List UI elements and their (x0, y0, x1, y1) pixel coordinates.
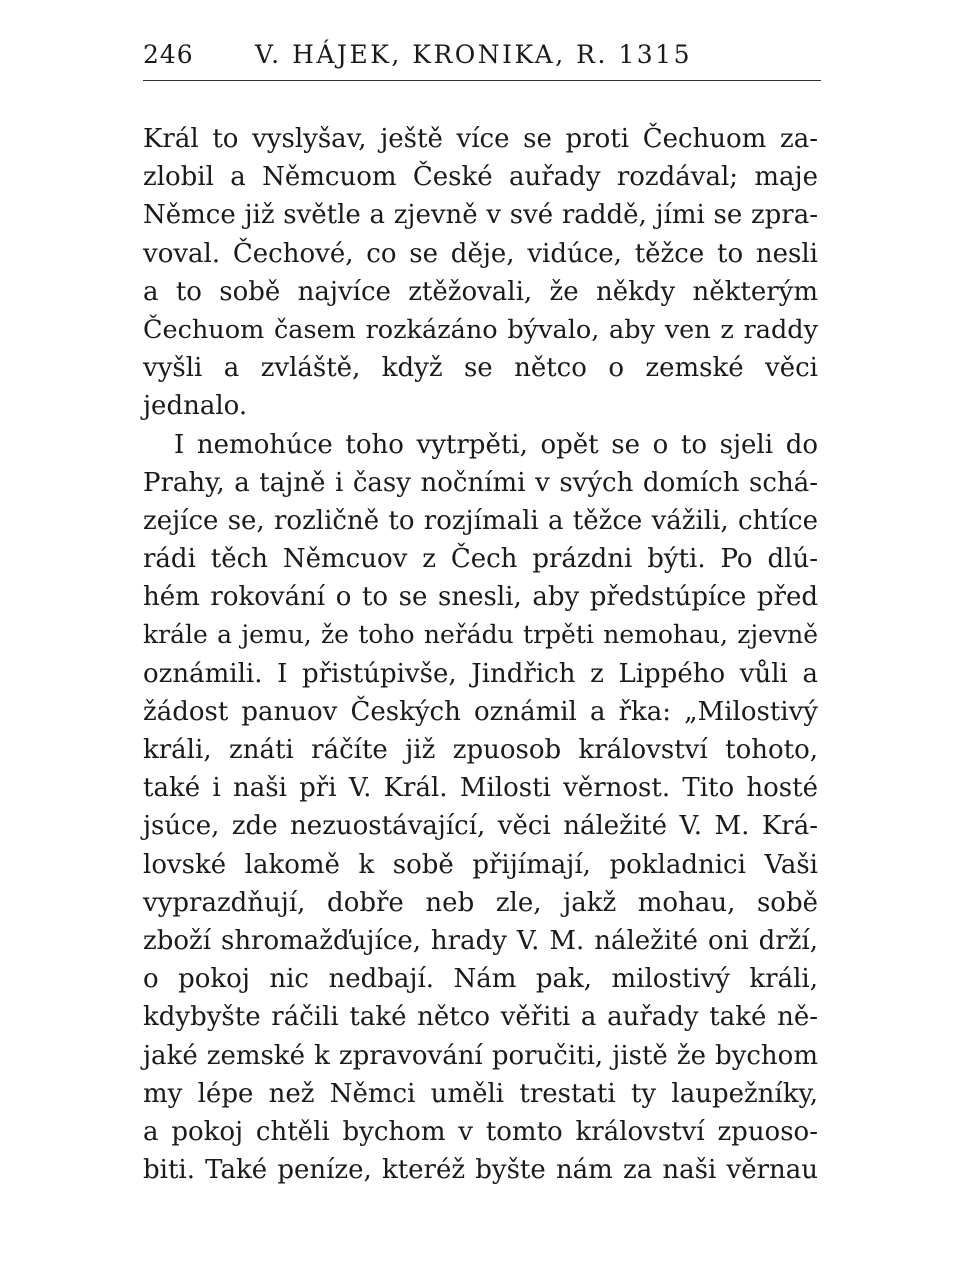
text-line: rádi těch Němcuov z Čech prázdni býti. Po dlú- (143, 544, 818, 575)
text-line: králi, znáti ráčíte již zpuosob království tohoto, (143, 735, 818, 765)
text-line: oznámili. I přistúpivše, Jindřich z Lippého vůli a (143, 658, 818, 689)
text-line: také i naši při V. Král. Milosti věrnost. Tito hosté (143, 773, 818, 804)
text-line: biti. Také peníze, kteréž byšte nám za naši věrnau (143, 1155, 818, 1186)
text-line: Král to vyslyšav, ještě více se proti Čechuom za- (143, 124, 818, 154)
text-line: o pokoj nic nedbají. Nám pak, milostivý králi, (143, 964, 818, 995)
text-line: Prahy, a tajně i časy nočními v svých domích schá- (143, 467, 818, 498)
text-line: vyšli a zvláště, když se nětco o zemské věci (143, 353, 818, 384)
paragraph-2 (143, 426, 818, 1190)
running-head (143, 40, 821, 76)
text-line: hém rokování o to se snesli, aby předstúpíce před (143, 582, 818, 613)
text-line: a pokoj chtěli bychom v tomto království zpuoso- (143, 1116, 818, 1147)
text-line: jednalo. (143, 391, 248, 422)
text-line: I nemohúce toho vytrpěti, opět se o to sjeli do (174, 429, 818, 460)
text-line: žádost panuov Českých oznámil a řka: „Milostivý (143, 696, 818, 727)
body-text (143, 120, 818, 1189)
page-number: 246 (143, 40, 194, 69)
text-line: Čechuom časem rozkázáno bývalo, aby ven z raddy (143, 314, 818, 345)
text-line: voval. Čechové, co se děje, vidúce, těžce to nesli (143, 238, 818, 269)
running-title: V. HÁJEK, KRONIKA, R. 1315 (255, 40, 692, 69)
text-line: a to sobě najvíce ztěžovali, že někdy některým (143, 276, 818, 307)
text-line: vyprazdňují, dobře neb zle, jakž mohau, sobě (143, 887, 818, 918)
text-line: krále a jemu, že toho neřádu trpěti nemohau, zjevně (143, 620, 818, 650)
text-line: zboží shromažďujíce, hrady V. M. náležité oni drží, (143, 925, 818, 956)
text-line: lovské lakomě k sobě přijímají, pokladnici Vaši (143, 849, 818, 880)
header-rule (143, 80, 821, 81)
text-line: jsúce, zde nezuostávající, věci náležité V. M. Krá- (143, 811, 818, 842)
text-line: Němce již světle a zjevně v své raddě, jími se zpra- (143, 200, 818, 231)
text-line: zejíce se, rozličně to rozjímali a těžce vážili, chtíce (143, 505, 818, 536)
paragraph-1 (143, 120, 818, 426)
text-line: my lépe než Němci uměli trestati ty laupežníky, (143, 1078, 818, 1109)
text-line: jaké zemské k zpravování poručiti, jistě že bychom (143, 1040, 818, 1071)
text-line: zlobil a Němcuom České auřady rozdával; maje (143, 162, 818, 193)
text-line: kdybyšte ráčili také nětco věřiti a auřady také ně- (143, 1002, 818, 1033)
